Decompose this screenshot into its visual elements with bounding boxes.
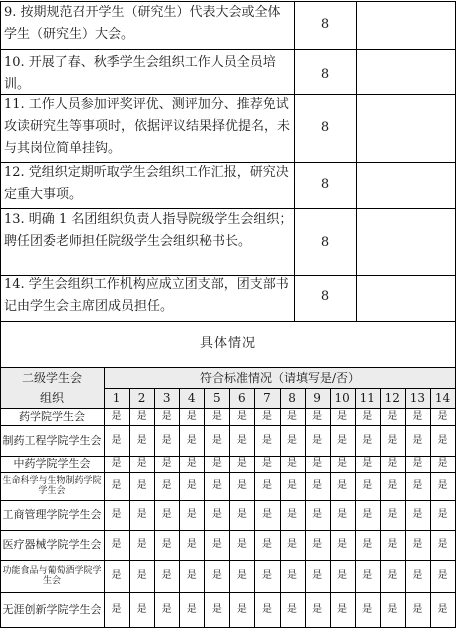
criterion-11-text: 11. 工作人员参加评奖评优、测评加分、推荐免试攻读研究生等事项时，依据评议结果择优提名，未与其岗位简单挂钩。 [4, 97, 291, 156]
compliance-value-cell: 是 [412, 570, 423, 581]
unit-name-cell: 医疗器械学院学生会 [2, 538, 102, 551]
compliance-value-cell: 是 [387, 434, 398, 446]
compliance-value-cell: 是 [236, 539, 247, 550]
criterion-9-text: 9. 按期规范召开学生（研究生）代表大会或全体学生（研究生）大会。 [4, 5, 281, 42]
unit-name-cell: 工商管理学院学生会 [2, 508, 102, 521]
criterion-number-cell: 13 [409, 391, 426, 406]
criteria-row-border [0, 275, 456, 276]
unit-column-header-line1: 二级学生会 [21, 370, 82, 385]
compliance-value-cell: 是 [186, 434, 197, 446]
compliance-value-cell: 是 [211, 509, 222, 520]
unit-name-cell: 生命科学与生物制药学院学生会 [2, 476, 102, 496]
compliance-value-cell: 是 [337, 509, 348, 520]
compliance-value-cell: 是 [337, 604, 348, 615]
unit-column-divider [104, 367, 105, 628]
criterion-13-text: 13. 明确 1 名团组织负责人指导院级学生会组织；聘任团委老师担任院级学生会组织秘书长。 [4, 212, 293, 249]
unit-row-border [0, 425, 456, 426]
criterion-13-score: 8 [320, 235, 330, 251]
compliance-value-cell: 是 [362, 539, 373, 550]
criterion-12-score: 8 [320, 177, 330, 193]
compliance-value-cell: 是 [337, 539, 348, 550]
compliance-value-cell: 是 [337, 458, 348, 469]
compliance-value-cell: 是 [412, 539, 423, 550]
compliance-value-cell: 是 [287, 480, 298, 491]
compliance-value-cell: 是 [312, 539, 323, 550]
compliance-value-cell: 是 [287, 604, 298, 615]
compliance-value-cell: 是 [287, 509, 298, 520]
compliance-value-cell: 是 [111, 539, 122, 550]
compliance-value-cell: 是 [387, 604, 398, 615]
unit-name-cell: 功能食品与葡萄酒学院学生会 [2, 566, 102, 586]
compliance-value-cell: 是 [412, 434, 423, 446]
compliance-value-cell: 是 [412, 604, 423, 615]
compliance-value-cell: 是 [161, 458, 172, 469]
unit-row-border [0, 500, 456, 501]
compliance-value-cell: 是 [261, 480, 272, 491]
compliance-value-cell: 是 [362, 434, 373, 446]
compliance-value-cell: 是 [136, 410, 147, 422]
compliance-value-cell: 是 [312, 604, 323, 615]
criteria-row-border [0, 94, 456, 95]
criterion-11-score: 8 [320, 120, 330, 136]
compliance-value-cell: 是 [437, 604, 448, 615]
compliance-value-cell: 是 [186, 480, 197, 491]
compliance-value-cell: 是 [362, 570, 373, 581]
criterion-number-cell: 14 [434, 391, 451, 406]
criterion-number-cell: 7 [263, 391, 271, 406]
compliance-value-cell: 是 [236, 509, 247, 520]
compliance-value-cell: 是 [261, 539, 272, 550]
compliance-value-cell: 是 [136, 570, 147, 581]
compliance-value-cell: 是 [437, 509, 448, 520]
criteria-score-divider [294, 1, 295, 321]
compliance-value-cell: 是 [236, 458, 247, 469]
compliance-value-cell: 是 [261, 570, 272, 581]
criteria-row-border [0, 1, 456, 2]
unit-row-border [0, 530, 456, 531]
compliance-value-cell: 是 [211, 604, 222, 615]
compliance-value-cell: 是 [161, 539, 172, 550]
criterion-number-cell: 4 [187, 391, 196, 406]
compliance-value-cell: 是 [261, 434, 272, 446]
unit-name-cell: 药学院学生会 [19, 409, 85, 423]
unit-row-border [0, 592, 456, 593]
compliance-value-cell: 是 [236, 410, 247, 422]
compliance-value-cell: 是 [236, 604, 247, 615]
compliance-value-cell: 是 [412, 480, 423, 491]
compliance-value-cell: 是 [312, 410, 323, 422]
compliance-value-cell: 是 [161, 509, 172, 520]
criterion-9-score: 8 [320, 17, 330, 33]
compliance-value-cell: 是 [186, 410, 197, 422]
criterion-number-cell: 11 [359, 391, 375, 406]
criterion-number-cell: 1 [112, 391, 121, 406]
compliance-value-cell: 是 [337, 570, 348, 581]
compliance-value-cell: 是 [161, 570, 172, 581]
compliance-value-cell: 是 [362, 410, 373, 422]
compliance-value-cell: 是 [111, 410, 122, 422]
compliance-value-cell: 是 [136, 480, 147, 491]
criteria-row-border [0, 208, 456, 209]
compliance-value-cell: 是 [211, 570, 222, 581]
compliance-value-cell: 是 [186, 539, 197, 550]
compliance-value-cell: 是 [261, 410, 272, 422]
compliance-value-cell: 是 [387, 458, 398, 469]
criterion-10-text: 10. 开展了春、秋季学生会组织工作人员全员培训。 [4, 55, 276, 92]
compliance-value-cell: 是 [437, 410, 448, 422]
compliance-value-cell: 是 [136, 509, 147, 520]
compliance-value-cell: 是 [211, 480, 222, 491]
compliance-value-cell: 是 [312, 458, 323, 469]
compliance-value-cell: 是 [337, 434, 348, 446]
compliance-value-cell: 是 [236, 570, 247, 581]
compliance-value-cell: 是 [136, 604, 147, 615]
section-title-bottom-border [0, 367, 456, 368]
compliance-value-cell: 是 [111, 458, 122, 469]
compliance-value-cell: 是 [412, 410, 423, 422]
compliance-value-cell: 是 [362, 604, 373, 615]
compliance-value-cell: 是 [437, 570, 448, 581]
compliance-value-cell: 是 [111, 570, 122, 581]
compliance-value-cell: 是 [136, 539, 147, 550]
criterion-number-cell: 5 [212, 391, 221, 406]
compliance-value-cell: 是 [362, 509, 373, 520]
criterion-number-cell: 10 [334, 391, 350, 406]
compliance-value-cell: 是 [136, 458, 147, 469]
compliance-value-cell: 是 [312, 480, 323, 491]
compliance-value-cell: 是 [161, 410, 172, 422]
compliance-value-cell: 是 [312, 434, 323, 446]
compliance-value-cell: 是 [287, 570, 298, 581]
unit-name-cell: 无涯创新学院学生会 [2, 603, 102, 616]
compliance-value-cell: 是 [111, 604, 122, 615]
compliance-value-cell: 是 [261, 509, 272, 520]
compliance-value-cell: 是 [387, 539, 398, 550]
compliance-value-cell: 是 [136, 434, 147, 446]
compliance-value-cell: 是 [437, 539, 448, 550]
compliance-value-cell: 是 [211, 539, 222, 550]
compliance-value-cell: 是 [236, 480, 247, 491]
compliance-value-cell: 是 [186, 458, 197, 469]
criteria-score-right-divider [356, 1, 357, 321]
compliance-value-cell: 是 [186, 604, 197, 615]
compliance-value-cell: 是 [312, 509, 323, 520]
criterion-number-cell: 12 [384, 391, 400, 406]
compliance-value-cell: 是 [437, 434, 448, 446]
section-title: 具体情况 [199, 336, 256, 352]
unit-row-border [0, 560, 456, 561]
criteria-row-border [0, 162, 456, 163]
compliance-value-cell: 是 [261, 458, 272, 469]
compliance-value-cell: 是 [387, 410, 398, 422]
compliance-value-cell: 是 [236, 434, 247, 446]
outer-left-border [0, 1, 1, 628]
compliance-value-cell: 是 [337, 480, 348, 491]
unit-row-border [0, 456, 456, 457]
compliance-value-cell: 是 [412, 458, 423, 469]
compliance-value-cell: 是 [186, 509, 197, 520]
compliance-value-cell: 是 [437, 458, 448, 469]
match-column-header: 符合标准情况（请填写是/否） [199, 370, 361, 385]
unit-name-cell: 中药学院学生会 [13, 457, 91, 470]
compliance-value-cell: 是 [387, 509, 398, 520]
compliance-value-cell: 是 [261, 604, 272, 615]
compliance-value-cell: 是 [287, 458, 298, 469]
criteria-row-border [0, 49, 456, 50]
criterion-number-cell: 8 [288, 391, 296, 406]
compliance-value-cell: 是 [111, 480, 122, 491]
number-row-bottom-border [0, 408, 456, 409]
compliance-value-cell: 是 [437, 480, 448, 491]
compliance-value-cell: 是 [312, 570, 323, 581]
criterion-number-cell: 9 [313, 391, 321, 406]
compliance-value-cell: 是 [287, 434, 298, 446]
compliance-value-cell: 是 [211, 458, 222, 469]
compliance-value-cell: 是 [111, 434, 122, 446]
compliance-value-cell: 是 [387, 480, 398, 491]
criteria-row-border [0, 321, 456, 322]
unit-row-border [0, 627, 456, 628]
compliance-value-cell: 是 [186, 570, 197, 581]
criterion-12-text: 12. 党组织定期听取学生会组织工作汇报，研究决定重大事项。 [4, 165, 289, 202]
compliance-value-cell: 是 [161, 604, 172, 615]
criterion-number-cell: 2 [137, 391, 146, 406]
unit-name-cell: 制药工程学院学生会 [2, 433, 102, 447]
compliance-value-cell: 是 [211, 434, 222, 446]
compliance-value-cell: 是 [211, 410, 222, 422]
compliance-value-cell: 是 [362, 458, 373, 469]
compliance-value-cell: 是 [287, 539, 298, 550]
criterion-10-score: 8 [320, 67, 330, 83]
compliance-value-cell: 是 [111, 509, 122, 520]
compliance-value-cell: 是 [362, 480, 373, 491]
compliance-value-cell: 是 [161, 480, 172, 491]
unit-column-header-line2: 组织 [39, 391, 64, 406]
compliance-value-cell: 是 [337, 410, 348, 422]
criterion-14-text: 14. 学生会组织工作机构应成立团支部，团支部书记由学生会主席团成员担任。 [4, 277, 289, 314]
criterion-number-cell: 3 [162, 391, 171, 406]
unit-row-border [0, 472, 456, 473]
compliance-value-cell: 是 [387, 570, 398, 581]
compliance-value-cell: 是 [161, 434, 172, 446]
compliance-value-cell: 是 [412, 509, 423, 520]
compliance-value-cell: 是 [287, 410, 298, 422]
criterion-14-score: 8 [320, 289, 330, 305]
criterion-number-cell: 6 [238, 391, 246, 406]
